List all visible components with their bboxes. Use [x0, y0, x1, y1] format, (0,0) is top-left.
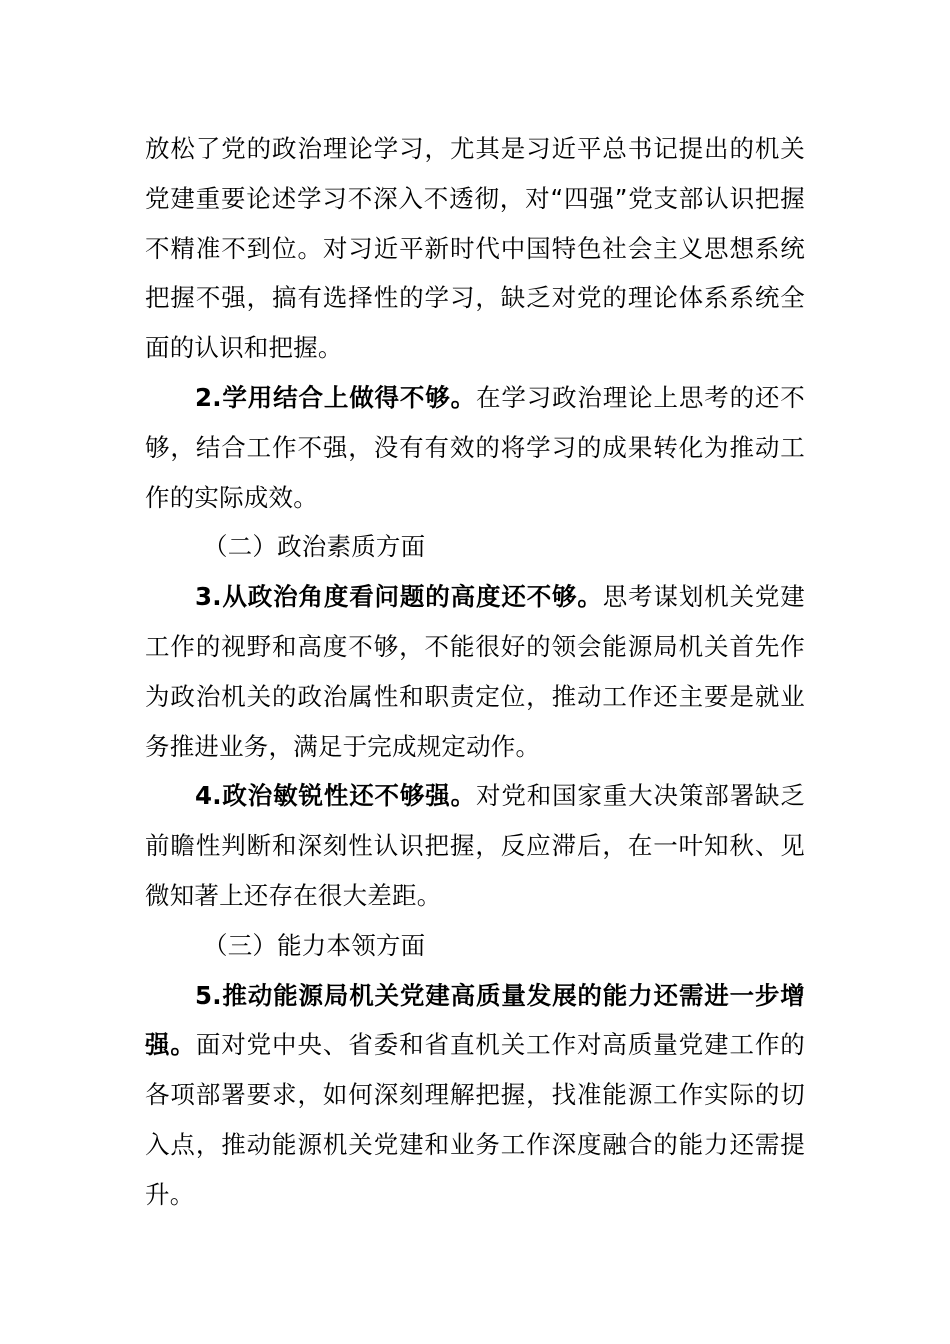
- paragraph-5-text: 面对党中央、省委和省直机关工作对高质量党建工作的各项部署要求，如何深刻理解把握，找准能源工作实际的切入点，推动能源机关党建和业务工作深度融合的能力还需提升。: [145, 1030, 805, 1209]
- paragraph-3-lead: 3.从政治角度看问题的高度还不够。: [195, 582, 603, 612]
- section-heading-3: [145, 921, 805, 971]
- document-body: [145, 124, 805, 1220]
- paragraph-5: [145, 971, 805, 1220]
- paragraph-5-lead: 5.推动能源局机关党建高质量发展的能力还需进一步增强。: [145, 980, 805, 1060]
- paragraph-4-text: 对党和国家重大决策部署缺乏前瞻性判断和深刻性认识把握，反应滞后，在一叶知秋、见微知著上还存在很大差距。: [145, 781, 805, 910]
- paragraph-4: [145, 771, 805, 920]
- paragraph-4-lead: 4.政治敏锐性还不够强。: [195, 781, 476, 811]
- paragraph-1-text: 放松了党的政治理论学习，尤其是习近平总书记提出的机关党建重要论述学习不深入不透彻，对“四强”党支部认识把握不精准不到位。对习近平新时代中国特色社会主义思想系统把握不强，搞有选择性的学习，缺乏对党的理论体系系统全面的认识和把握。: [145, 134, 805, 363]
- section-heading-2-text: （二）政治素质方面: [203, 532, 426, 562]
- paragraph-3-text: 思考谋划机关党建工作的视野和高度不够，不能很好的领会能源局机关首先作为政治机关的政治属性和职责定位，推动工作还主要是就业务推进业务，满足于完成规定动作。: [145, 582, 805, 761]
- paragraph-3: [145, 572, 805, 771]
- paragraph-2-lead: 2.学用结合上做得不够。: [195, 382, 476, 412]
- paragraph-1: [145, 124, 805, 373]
- section-heading-3-text: （三）能力本领方面: [203, 930, 426, 960]
- paragraph-2-text: 在学习政治理论上思考的还不够，结合工作不强，没有有效的将学习的成果转化为推动工作的实际成效。: [145, 382, 805, 512]
- paragraph-2: [145, 373, 805, 522]
- section-heading-2: [145, 522, 805, 572]
